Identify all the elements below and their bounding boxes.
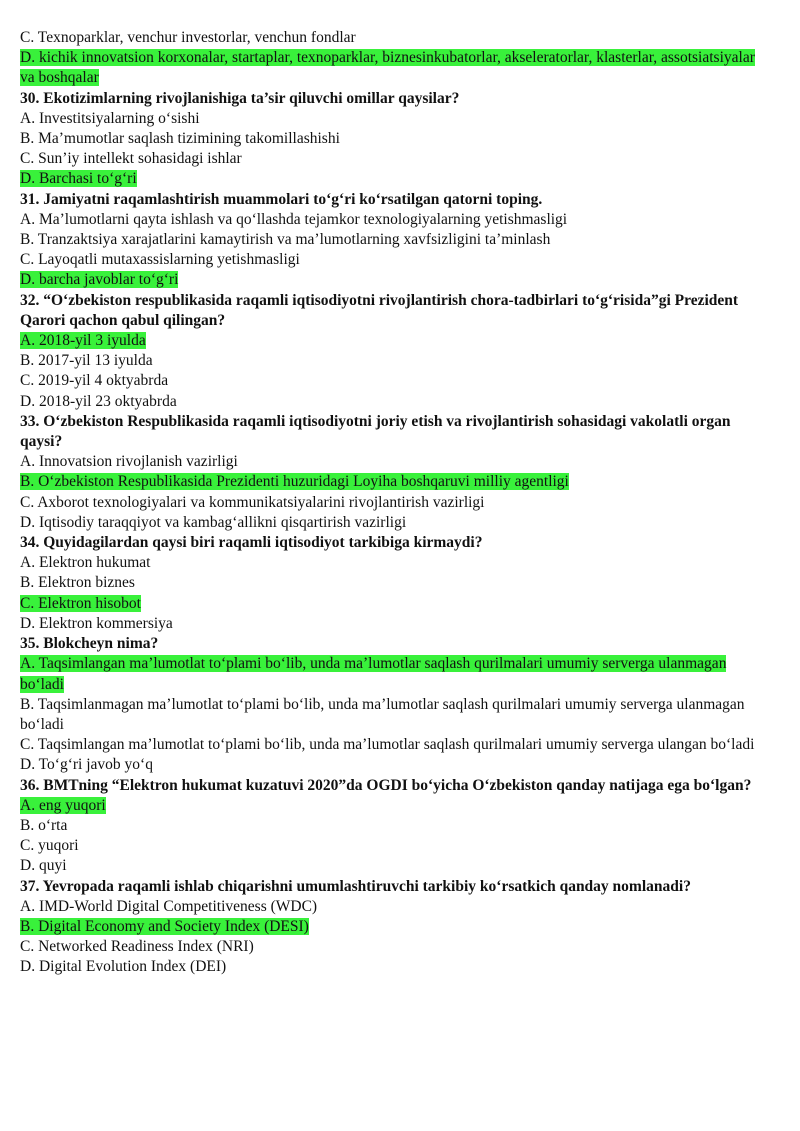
- answer-option: C. Networked Readiness Index (NRI): [20, 938, 254, 956]
- question-block-37: [20, 877, 760, 978]
- answer-option: A. Innovatsion rivojlanish vazirligi: [20, 453, 238, 471]
- question-block-31: [20, 190, 760, 291]
- answer-option: D. Elektron kommersiya: [20, 614, 173, 632]
- question-block-36: [20, 776, 760, 877]
- quiz-page: [20, 28, 760, 978]
- question-block-30: [20, 89, 760, 190]
- answer-option-correct: A. eng yuqori: [20, 796, 106, 814]
- answer-option-correct: A. Taqsimlangan ma’lumotlat to‘plami bo‘lib, unda ma’lumotlar saqlash qurilmalari umumiy serverga ulanmagan bo‘ladi: [20, 655, 727, 693]
- question-text: 33. O‘zbekiston Respublikasida raqamli iqtisodiyotni joriy etish va rivojlantirish sohasidagi vakolatli organ qaysi?: [20, 412, 731, 451]
- answer-option-correct: D. barcha javoblar to‘g‘ri: [20, 271, 179, 289]
- answer-option: D. 2018-yil 23 oktyabrda: [20, 392, 177, 410]
- answer-option: B. o‘rta: [20, 816, 68, 834]
- answer-option-correct: C. Elektron hisobot: [20, 594, 141, 612]
- question-block-34: [20, 533, 760, 634]
- answer-option: B. 2017-yil 13 iyulda: [20, 352, 153, 370]
- question-text: 36. BMTning “Elektron hukumat kuzatuvi 2020”da OGDI bo‘yicha O‘zbekiston qanday natijaga ega bo‘lgan?: [20, 776, 752, 794]
- answer-option: C. Sun’iy intellekt sohasidagi ishlar: [20, 150, 242, 168]
- question-block-33: [20, 412, 760, 533]
- answer-option-correct: D. Barchasi to‘g‘ri: [20, 170, 137, 188]
- answer-option: D. Iqtisodiy taraqqiyot va kambag‘allikni qisqartirish vazirligi: [20, 513, 407, 531]
- answer-option: D. Digital Evolution Index (DEI): [20, 958, 227, 976]
- question-text: 35. Blokcheyn nima?: [20, 635, 159, 653]
- answer-option: B. Elektron biznes: [20, 574, 135, 592]
- answer-option-correct: A. 2018-yil 3 iyulda: [20, 332, 146, 350]
- answer-option: A. Investitsiyalarning o‘sishi: [20, 109, 200, 127]
- answer-option-correct: B. O‘zbekiston Respublikasida Prezidenti huzuridagi Loyiha boshqaruvi milliy agentligi: [20, 473, 569, 491]
- answer-option: D. To‘g‘ri javob yo‘q: [20, 756, 153, 774]
- question-text: 37. Yevropada raqamli ishlab chiqarishni umumlashtiruvchi tarkibiy ko‘rsatkich qanday nomlanadi?: [20, 877, 691, 895]
- question-text: 31. Jamiyatni raqamlashtirish muammolari to‘g‘ri ko‘rsatilgan qatorni toping.: [20, 190, 543, 208]
- answer-option: D. quyi: [20, 857, 67, 875]
- answer-option: B. Tranzaktsiya xarajatlarini kamaytirish va ma’lumotlarning xavfsizligini ta’minlash: [20, 231, 551, 249]
- answer-option: A. Ma’lumotlarni qayta ishlash va qo‘llashda tejamkor texnologiyalarning yetishmasligi: [20, 210, 568, 228]
- answer-option-correct: B. Digital Economy and Society Index (DESI): [20, 917, 309, 935]
- answer-option: C. Texnoparklar, venchur investorlar, venchun fondlar: [20, 29, 356, 46]
- answer-option-correct: D. kichik innovatsion korxonalar, startaplar, texnoparklar, biznesinkubatorlar, akseleratorlar, klasterlar, assotsiatsiyalar va boshqalar: [20, 49, 755, 87]
- answer-option: C. yuqori: [20, 837, 79, 855]
- answer-option: C. Layoqatli mutaxassislarning yetishmasligi: [20, 251, 300, 269]
- question-block-prev: [20, 28, 760, 89]
- answer-option: B. Taqsimlanmagan ma’lumotlat to‘plami bo‘lib, unda ma’lumotlar saqlash qurilmalari umumiy serverga ulanmagan bo‘ladi: [20, 695, 745, 733]
- question-text: 34. Quyidagilardan qaysi biri raqamli iqtisodiyot tarkibiga kirmaydi?: [20, 534, 483, 552]
- answer-option: C. 2019-yil 4 oktyabrda: [20, 372, 169, 390]
- answer-option: C. Taqsimlangan ma’lumotlat to‘plami bo‘lib, unda ma’lumotlar saqlash qurilmalari umumiy serverga ulangan bo‘ladi: [20, 736, 755, 754]
- question-block-35: [20, 634, 760, 775]
- question-text: 30. Ekotizimlarning rivojlanishiga ta’sir qiluvchi omillar qaysilar?: [20, 89, 460, 107]
- answer-option: C. Axborot texnologiyalari va kommunikatsiyalarini rivojlantirish vazirligi: [20, 493, 485, 511]
- answer-option: A. IMD-World Digital Competitiveness (WDC): [20, 897, 318, 915]
- question-text: 32. “O‘zbekiston respublikasida raqamli iqtisodiyotni rivojlantirish chora-tadbirlari to‘g‘risida”gi Prezident Qarori qachon qabul qilingan?: [20, 291, 739, 329]
- answer-option: B. Ma’mumotlar saqlash tizimining takomillashishi: [20, 130, 340, 148]
- question-block-32: [20, 291, 760, 412]
- answer-option: A. Elektron hukumat: [20, 554, 151, 572]
